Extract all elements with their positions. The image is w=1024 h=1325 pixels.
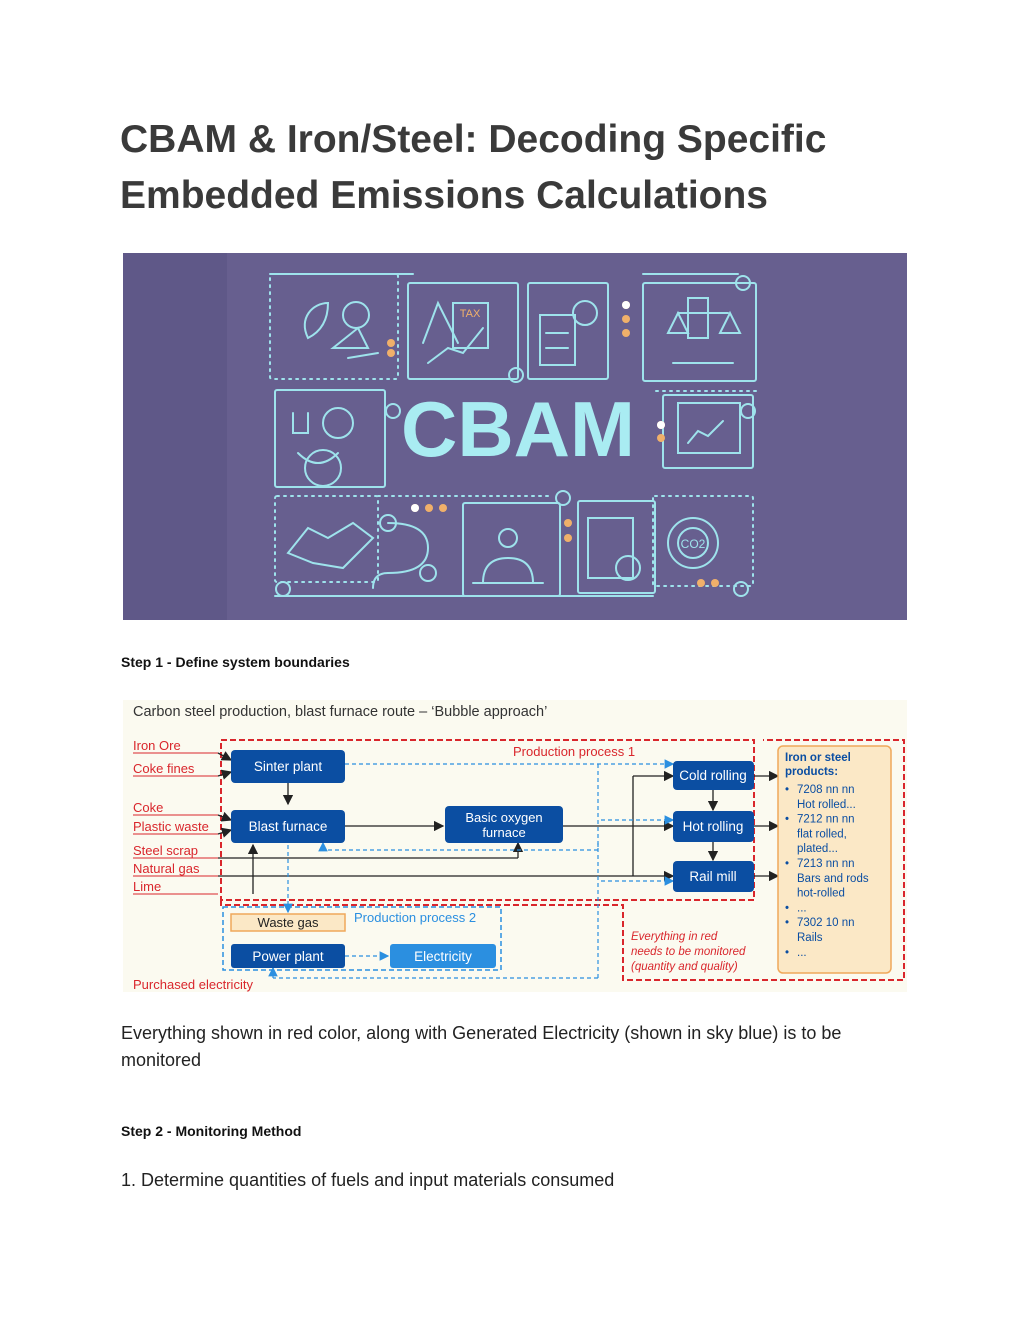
product-bullet: • <box>785 858 790 870</box>
products-title-1: Iron or steel <box>785 752 851 764</box>
diagram-title: Carbon steel production, blast furnace route – ‘Bubble approach’ <box>133 704 548 720</box>
product-bullet: • <box>785 946 790 959</box>
tax-label: TAX <box>459 308 481 320</box>
rail-mill: Rail mill <box>689 869 737 884</box>
blast-furnace: Blast furnace <box>248 819 328 834</box>
input-iron-ore: Iron Ore <box>133 738 181 753</box>
power-plant: Power plant <box>252 949 324 964</box>
input-coke-fines: Coke fines <box>133 761 195 776</box>
product-line: Bars and rods <box>797 872 869 885</box>
input-plastic-waste: Plastic waste <box>133 819 209 834</box>
product-line: ... <box>797 902 807 915</box>
input-steel-scrap: Steel scrap <box>133 843 199 858</box>
products-title-2: products: <box>785 766 839 778</box>
product-bullet: • <box>785 784 790 796</box>
bubble-approach-diagram <box>123 700 907 992</box>
product-line: 7208 nn nn <box>797 784 855 796</box>
product-line: Rails <box>797 932 823 944</box>
input-coke: Coke <box>133 800 164 815</box>
waste-gas: Waste gas <box>257 915 319 930</box>
title-line-2: Embedded Emissions Calculations <box>120 174 768 217</box>
note-line-1: Everything in red <box>631 931 718 943</box>
product-line: 7212 nn nn <box>797 813 855 826</box>
process-1-label: Production process 1 <box>513 744 636 759</box>
cbam-logo-text: CBAM <box>401 385 635 473</box>
product-line: 7302 10 nn <box>797 917 855 930</box>
bof-line-2: furnace <box>482 825 526 840</box>
step-2-heading: Step 2 - Monitoring Method <box>121 1123 302 1139</box>
product-line: ... <box>797 946 807 959</box>
purchased-electricity: Purchased electricity <box>133 977 253 992</box>
paragraph-monitoring-note: Everything shown in red color, along with Generated Electricity (shown in sky blue) is to be monitored <box>121 1023 842 1070</box>
hot-rolling: Hot rolling <box>682 819 744 834</box>
input-natural-gas: Natural gas <box>133 861 200 876</box>
product-line: 7213 nn nn <box>797 858 855 870</box>
cold-rolling: Cold rolling <box>679 768 747 783</box>
input-lime: Lime <box>133 879 162 894</box>
bof-line-1: Basic oxygen <box>465 810 543 825</box>
product-bullet: • <box>785 902 790 915</box>
document-title <box>120 112 920 224</box>
note-line-3: (quantity and quality) <box>631 961 738 973</box>
title-line-1: CBAM & Iron/Steel: Decoding Specific <box>120 118 827 161</box>
product-bullet: • <box>785 813 790 826</box>
paragraph-step-2-item-1: 1. Determine quantities of fuels and input materials consumed <box>121 1170 615 1190</box>
step-1-heading: Step 1 - Define system boundaries <box>121 654 350 670</box>
product-line: flat rolled, <box>797 828 847 841</box>
electricity: Electricity <box>414 949 472 964</box>
cbam-banner-image <box>123 253 907 620</box>
product-line: plated... <box>797 843 838 856</box>
co2-label: CO2 <box>680 537 706 551</box>
product-bullet: • <box>785 917 790 930</box>
process-2-label: Production process 2 <box>354 910 477 925</box>
sinter-plant: Sinter plant <box>253 759 323 774</box>
note-line-2: needs to be monitored <box>631 946 746 958</box>
product-line: hot-rolled <box>797 887 845 900</box>
product-line: Hot rolled... <box>797 798 856 811</box>
